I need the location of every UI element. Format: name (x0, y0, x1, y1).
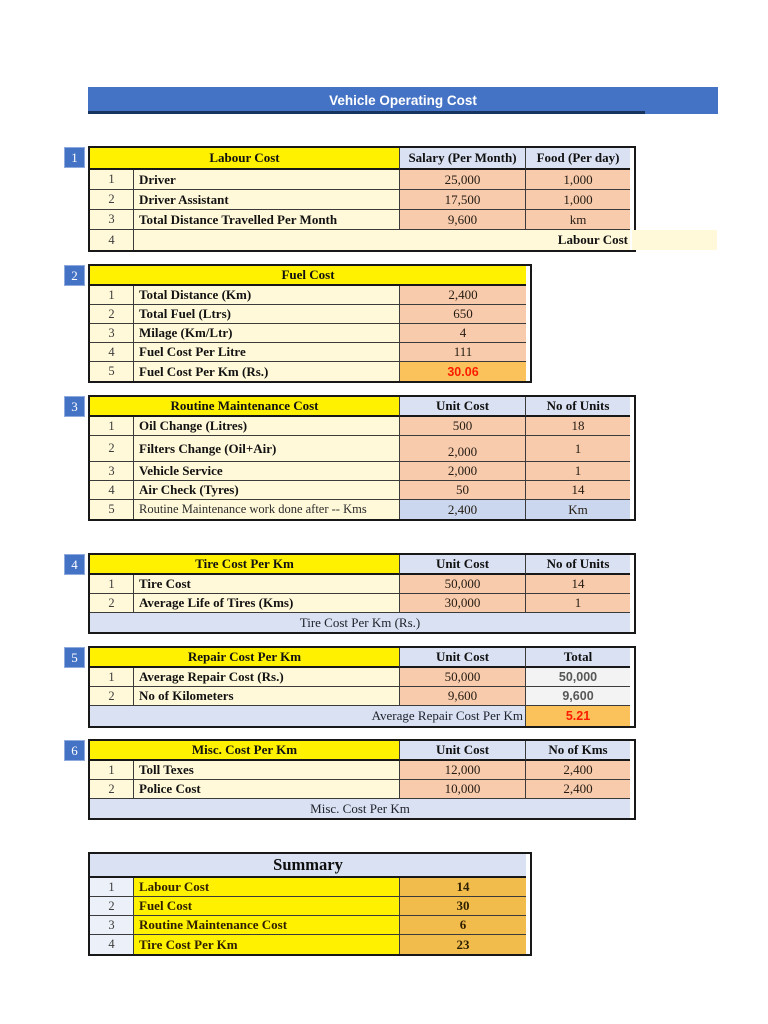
section-badge-6: 6 (64, 740, 85, 761)
row-number-cell: 5 (90, 362, 134, 381)
row-label-cell: Driver Assistant (134, 190, 400, 210)
table-row (90, 417, 634, 436)
row-value-cell: 14 (526, 481, 630, 500)
repair-cost-table (88, 646, 636, 728)
table-row (90, 286, 530, 305)
row-value-cell: 111 (400, 343, 526, 362)
column-header-cell: Salary (Per Month) (400, 148, 526, 170)
row-number-cell: 2 (90, 305, 134, 324)
row-value-cell: 18 (526, 417, 630, 436)
row-number-cell: 2 (90, 594, 134, 613)
column-header-cell: No of Units (526, 555, 630, 575)
section-badge-3: 3 (64, 396, 85, 417)
tire-cost-table (88, 553, 636, 634)
column-header-cell: Unit Cost (400, 741, 526, 761)
row-value-cell: 14 (526, 575, 630, 594)
row-value-cell: 650 (400, 305, 526, 324)
row-number-cell: 4 (90, 481, 134, 500)
table-footer-row (90, 799, 634, 818)
table-title-cell: Misc. Cost Per Km (90, 741, 400, 761)
table-row (90, 668, 634, 687)
table-header-row (90, 266, 530, 286)
table-header-row (90, 555, 634, 575)
table-row (90, 343, 530, 362)
table-header-row (90, 148, 634, 170)
row-value-cell: 1 (526, 462, 630, 481)
row-value-cell: 9,600 (400, 687, 526, 706)
row-number-cell: 4 (90, 935, 134, 954)
table-footer-row (90, 706, 634, 726)
labour-cost-table (88, 146, 636, 252)
table-header-row (90, 854, 530, 878)
table-row (90, 436, 634, 462)
row-label-cell: Labour Cost (134, 878, 400, 897)
table-row (90, 324, 530, 343)
section-badge-4: 4 (64, 554, 85, 575)
row-value-cell: 2,000 (400, 436, 526, 462)
row-label-cell: Police Cost (134, 780, 400, 799)
table-row (90, 878, 530, 897)
row-value-cell: 10,000 (400, 780, 526, 799)
table-row (90, 575, 634, 594)
section-badge-5: 5 (64, 647, 85, 668)
table-header-row (90, 397, 634, 417)
table-row (90, 362, 530, 381)
table-row (90, 500, 634, 519)
row-label-cell: Total Distance (Km) (134, 286, 400, 305)
row-number-cell: 4 (90, 343, 134, 362)
page-title: Vehicle Operating Cost (329, 93, 477, 108)
row-label-cell: Driver (134, 170, 400, 190)
row-number-cell: 2 (90, 190, 134, 210)
row-number-cell: 5 (90, 500, 134, 519)
row-value-cell: 30 (400, 897, 526, 916)
row-value-cell: 25,000 (400, 170, 526, 190)
footer-label-cell: Average Repair Cost Per Km (90, 706, 526, 726)
row-value-cell: 2,400 (526, 761, 630, 780)
row-value-cell: 50 (400, 481, 526, 500)
row-number-cell: 3 (90, 210, 134, 230)
row-label-cell: Fuel Cost Per Km (Rs.) (134, 362, 400, 381)
column-header-cell: No of Kms (526, 741, 630, 761)
table-row (90, 916, 530, 935)
footer-label-cell: Tire Cost Per Km (Rs.) (90, 613, 630, 632)
row-label-cell: Fuel Cost Per Litre (134, 343, 400, 362)
row-value-cell: 1,000 (526, 190, 630, 210)
table-title-cell: Summary (90, 854, 526, 878)
row-value-cell: 9,600 (400, 210, 526, 230)
row-label-cell: Average Repair Cost (Rs.) (134, 668, 400, 687)
row-label-cell: Milage (Km/Ltr) (134, 324, 400, 343)
row-number-cell: 1 (90, 170, 134, 190)
column-header-cell: Unit Cost (400, 397, 526, 417)
row-value-cell: 1,000 (526, 170, 630, 190)
row-label-cell: Fuel Cost (134, 897, 400, 916)
row-value-cell: 2,400 (400, 286, 526, 305)
row-value-cell: 6 (400, 916, 526, 935)
row-number-cell: 1 (90, 761, 134, 780)
row-value-cell: 500 (400, 417, 526, 436)
row-label-cell: No of Kilometers (134, 687, 400, 706)
table-title-cell: Repair Cost Per Km (90, 648, 400, 668)
table-title-cell: Tire Cost Per Km (90, 555, 400, 575)
table-title-cell: Labour Cost (90, 148, 400, 170)
row-value-cell: 12,000 (400, 761, 526, 780)
column-header-cell: Unit Cost (400, 648, 526, 668)
table-footer-row (90, 613, 634, 632)
table-header-row (90, 648, 634, 668)
row-label-cell: Total Fuel (Ltrs) (134, 305, 400, 324)
table-title-cell: Routine Maintenance Cost (90, 397, 400, 417)
row-total-cell: 9,600 (526, 687, 630, 706)
row-label-cell: Total Distance Travelled Per Month (134, 210, 400, 230)
summary-table (88, 852, 532, 956)
section-badge-2: 2 (64, 265, 85, 286)
table-row (90, 687, 634, 706)
row-value-cell: 23 (400, 935, 526, 954)
row-value-cell: 2,000 (400, 462, 526, 481)
table-row (90, 897, 530, 916)
column-header-cell: Food (Per day) (526, 148, 630, 170)
row-number-cell: 1 (90, 575, 134, 594)
column-header-cell: Total (526, 648, 630, 668)
table-row (90, 481, 634, 500)
footer-label-cell: Misc. Cost Per Km (90, 799, 630, 818)
row-number-cell: 2 (90, 780, 134, 799)
row-label-cell: Routine Maintenance Cost (134, 916, 400, 935)
table-row (90, 190, 634, 210)
row-total-cell: 50,000 (526, 668, 630, 687)
row-number-cell: 4 (90, 230, 134, 250)
row-value-cell: 4 (400, 324, 526, 343)
table-row (90, 305, 530, 324)
row-label-cell: Filters Change (Oil+Air) (134, 436, 400, 462)
row-value-cell: 2,400 (400, 500, 526, 519)
row-number-cell: 2 (90, 687, 134, 706)
row-value-cell: 50,000 (400, 668, 526, 687)
row-value-cell: 50,000 (400, 575, 526, 594)
misc-cost-table (88, 739, 636, 820)
table-row (90, 230, 634, 250)
row-label-cell: Average Life of Tires (Kms) (134, 594, 400, 613)
footer-result-cell: 5.21 (526, 706, 630, 726)
table-row (90, 761, 634, 780)
row-number-cell: 1 (90, 286, 134, 305)
row-number-cell: 2 (90, 436, 134, 462)
section-badge-1: 1 (64, 147, 85, 168)
row-label-cell: Toll Texes (134, 761, 400, 780)
table-row (90, 594, 634, 613)
fuel-cost-table (88, 264, 532, 383)
overflow-cell-strip (632, 230, 717, 250)
row-label-cell: Oil Change (Litres) (134, 417, 400, 436)
row-number-cell: 1 (90, 668, 134, 687)
row-value-cell: 14 (400, 878, 526, 897)
page-title-banner (88, 87, 718, 114)
row-number-cell: 1 (90, 878, 134, 897)
row-number-cell: 2 (90, 897, 134, 916)
table-row (90, 462, 634, 481)
row-label-cell: Tire Cost Per Km (134, 935, 400, 954)
row-label-cell: Labour Cost (134, 230, 630, 250)
row-value-cell: 1 (526, 436, 630, 462)
table-row (90, 935, 530, 954)
row-number-cell: 1 (90, 417, 134, 436)
row-value-cell: Km (526, 500, 630, 519)
maintenance-cost-table (88, 395, 636, 521)
table-header-row (90, 741, 634, 761)
result-value-cell: 30.06 (400, 362, 526, 381)
column-header-cell: Unit Cost (400, 555, 526, 575)
row-number-cell: 3 (90, 324, 134, 343)
row-value-cell: 1 (526, 594, 630, 613)
row-number-cell: 3 (90, 462, 134, 481)
row-value-cell: 17,500 (400, 190, 526, 210)
row-value-cell: 2,400 (526, 780, 630, 799)
row-label-cell: Air Check (Tyres) (134, 481, 400, 500)
table-row (90, 210, 634, 230)
row-value-cell: km (526, 210, 630, 230)
row-label-cell: Routine Maintenance work done after -- Kms (134, 500, 400, 519)
row-number-cell: 3 (90, 916, 134, 935)
row-label-cell: Tire Cost (134, 575, 400, 594)
row-label-cell: Vehicle Service (134, 462, 400, 481)
column-header-cell: No of Units (526, 397, 630, 417)
table-row (90, 780, 634, 799)
table-title-cell: Fuel Cost (90, 266, 526, 286)
row-value-cell: 30,000 (400, 594, 526, 613)
table-row (90, 170, 634, 190)
